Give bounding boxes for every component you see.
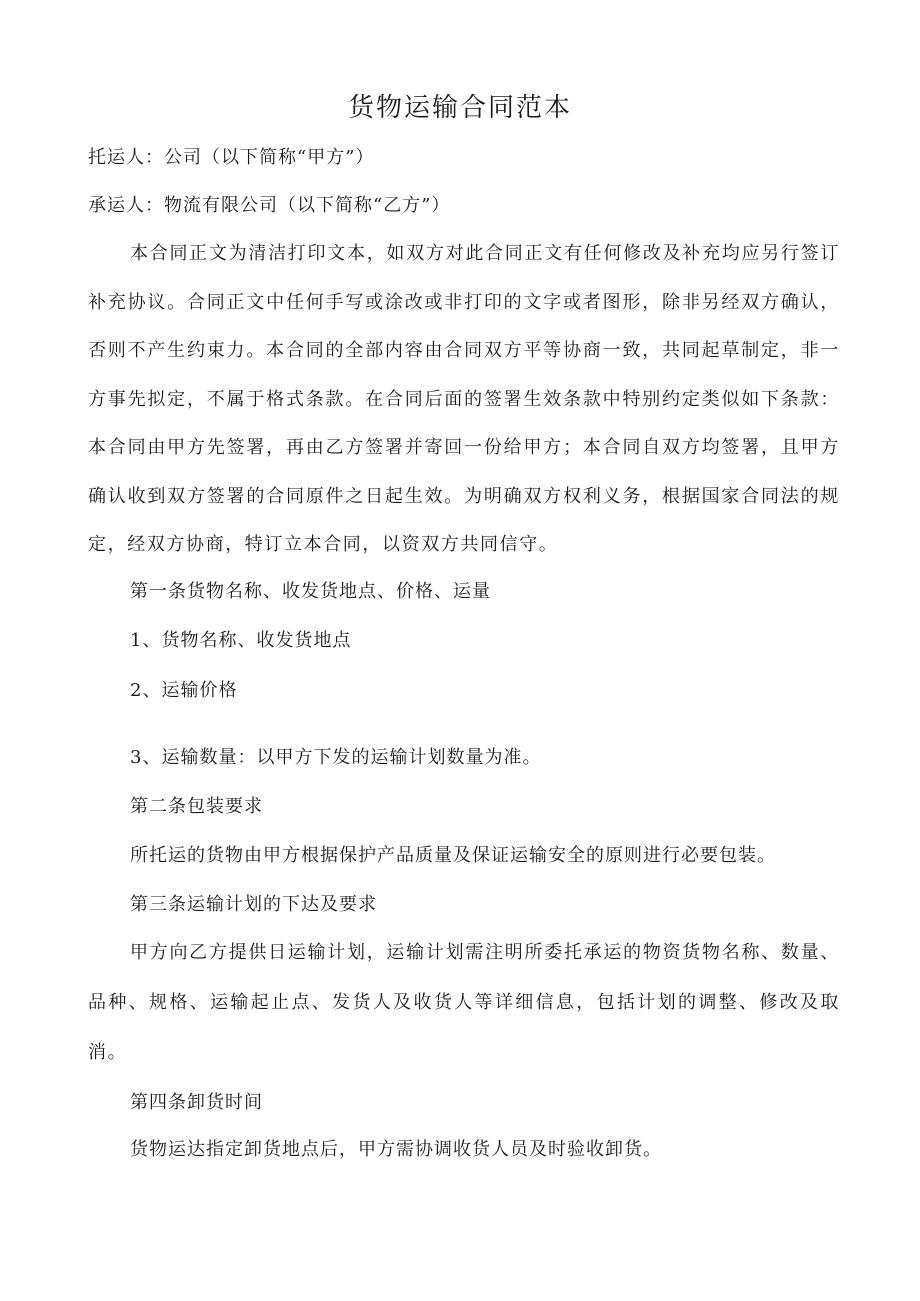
carrier-line: 承运人：物流有限公司（以下简称“乙方”）: [88, 195, 451, 216]
article-2-body: 所托运的货物由甲方根据保护产品质量及保证运输安全的原则进行必要包装。: [130, 845, 776, 866]
article-4-body: 货物运达指定卸货地点后，甲方需协调收货人员及时验收卸货。: [130, 1139, 662, 1160]
article-1-heading: 第一条货物名称、收发货地点、价格、运量: [130, 581, 491, 602]
preamble-paragraph: 本合同正文为清洁打印文本，如双方对此合同正文有任何修改及补充均应另行签订补充协议。合同正文中任何手写或涂改或非打印的文字或者图形，除非另经双方确认，否则不产生约束力。本合同的全部内容由合同双方平等协商一致，共同起草制定，非一方事先拟定，不属于格式条款。在合同后面的签署生效条款中特别约定类似如下条款：本合同由甲方先签署，再由乙方签署并寄回一份给甲方；本合同自双方均签署，且甲方确认收到双方签署的合同原件之日起生效。为明确双方权利义务，根据国家合同法的规定，经双方协商，特订立本合同，以资双方共同信守。: [88, 243, 840, 555]
article-4-heading: 第四条卸货时间: [130, 1092, 263, 1113]
article-3-body: 甲方向乙方提供日运输计划，运输计划需注明所委托承运的物资货物名称、数量、品种、规格、运输起止点、发货人及收货人等详细信息，包括计划的调整、修改及取消。: [88, 942, 840, 1063]
article-1-item-2: 2、运输价格: [130, 680, 238, 701]
article-2-heading: 第二条包装要求: [130, 796, 263, 817]
article-1-item-3: 3、运输数量：以甲方下发的运输计划数量为准。: [130, 747, 542, 768]
shipper-line: 托运人：公司（以下简称“甲方”）: [88, 147, 375, 168]
document-title: 货物运输合同范本: [347, 93, 572, 123]
article-3-heading: 第三条运输计划的下达及要求: [130, 894, 377, 915]
article-1-item-1: 1、货物名称、收发货地点: [130, 630, 352, 651]
